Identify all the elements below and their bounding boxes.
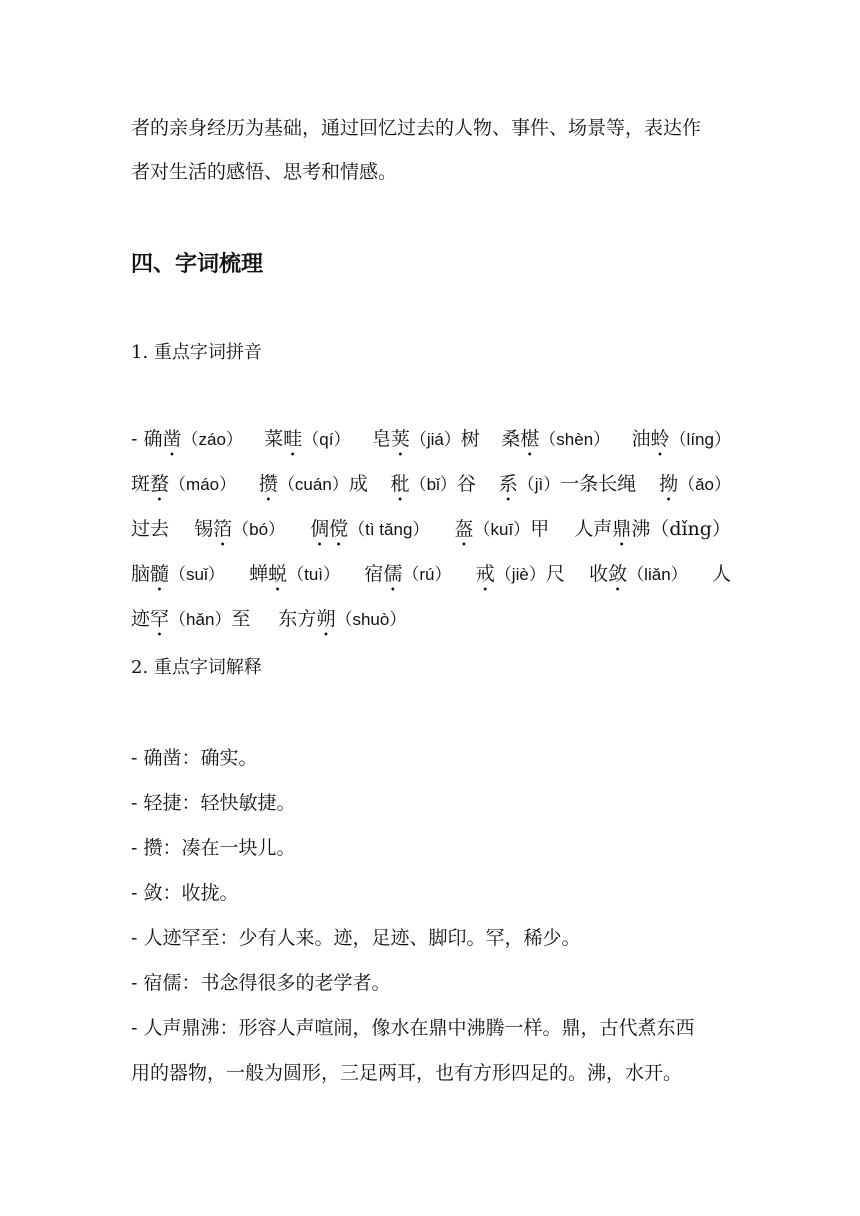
explain-item: - 确凿：确实。 [131,747,258,769]
pinyin-row-5 [131,607,406,641]
pinyin-word: 脑髓（suǐ） [131,563,225,585]
pinyin-word: 菜畦（qí） [264,428,351,450]
pinyin-word: 倜傥（tì tǎng） [310,518,430,540]
explain-item-continuation: 用的器物，一般为圆形，三足两耳，也有方形四足的。沸，水开。 [131,1062,683,1084]
pinyin-word: 攒（cuán）成 [258,473,368,495]
pinyin-word: 蝉蜕（tuì） [249,563,341,585]
pinyin-word: 收敛（liǎn） [589,563,688,585]
pinyin-word: 人声鼎沸（dǐng） [574,518,731,540]
pinyin-row-1 [131,427,731,461]
explain-item: - 攒：凑在一块儿。 [131,837,296,859]
explain-item: - 宿儒：书念得很多的老学者。 [131,972,391,994]
explain-subheading: 2. 重点字词解释 [131,657,262,678]
explain-item: - 轻捷：轻快敏捷。 [131,792,296,814]
pinyin-word: 盔（kuī）甲 [454,518,550,540]
pinyin-subheading: 1. 重点字词拼音 [131,342,262,363]
pinyin-row-3 [131,517,731,551]
pinyin-word: 系（jì）一条长绳 [498,473,637,495]
pinyin-word: 秕（bǐ）谷 [390,473,476,495]
pinyin-row-4 [131,562,731,596]
pinyin-word: 拗（ǎo） [659,473,731,495]
section-heading: 四、字词梳理 [131,251,264,277]
intro-line-2: 者对生活的感悟、思考和情感。 [131,161,398,183]
explain-item: - 人迹罕至：少有人来。迹，足迹、脚印。罕，稀少。 [131,927,581,949]
pinyin-word: 戒（jiè）尺 [475,563,565,585]
pinyin-word: 油蛉（líng） [631,428,731,450]
pinyin-word: 宿儒（rú） [364,563,452,585]
pinyin-row-2 [131,472,731,506]
pinyin-word: 锡箔（bó） [194,518,286,540]
pinyin-word: 桑椹（shèn） [501,428,611,450]
pinyin-word: 斑蝥（máo） [131,473,237,495]
pinyin-word: 皂荚（jiá）树 [371,428,480,450]
pinyin-word: 迹罕（hǎn）至 [131,608,251,630]
intro-line-1: 者的亲身经历为基础，通过回忆过去的人物、事件、场景等，表达作 [131,117,702,139]
pinyin-word: 东方朔（shuò） [278,608,407,630]
pinyin-word: 过去 [131,518,170,540]
explain-item: - 人声鼎沸：形容人声喧闹，像水在鼎中沸腾一样。鼎，古代煮东西 [131,1017,695,1039]
explain-item: - 敛：收拢。 [131,882,239,904]
pinyin-word: - 确凿（záo） [131,428,243,450]
pinyin-word: 人 [711,563,731,585]
